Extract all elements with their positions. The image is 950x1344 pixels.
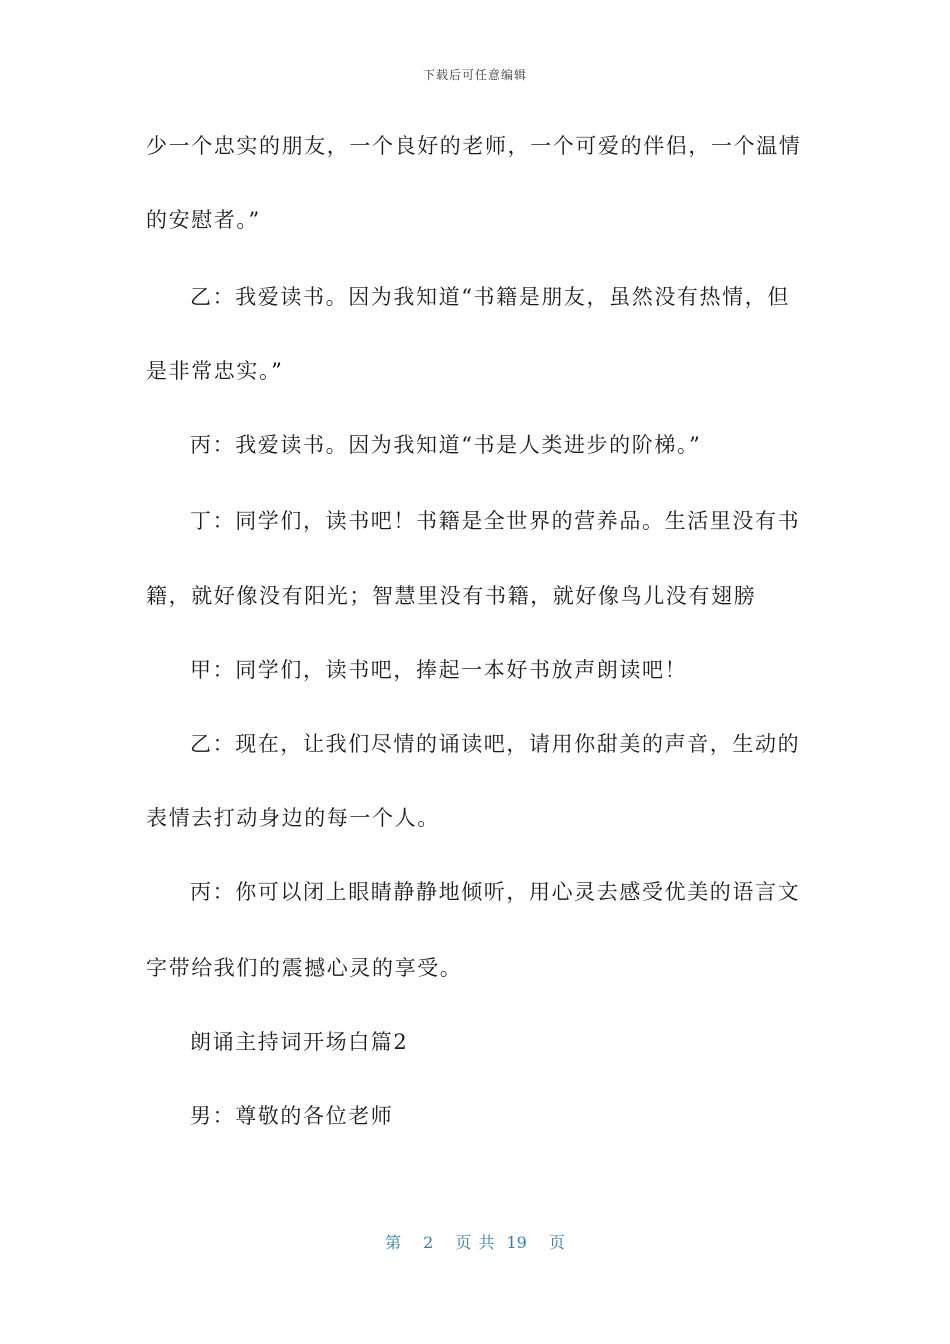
- paragraph-line: 丙：我爱读书。因为我知道“书是人类进步的阶梯。”: [190, 433, 702, 457]
- paragraph-line: 丙：你可以闭上眼睛静静地倾听，用心灵去感受优美的语言文: [190, 880, 801, 904]
- paragraph-line: 字带给我们的震撼心灵的享受。: [146, 956, 463, 980]
- paragraph-line: 乙：现在，让我们尽情的诵读吧，请用你甜美的声音，生动的: [190, 732, 801, 756]
- page-total: 19: [506, 1233, 527, 1252]
- paragraph-line: 男：尊敬的各位老师: [190, 1104, 394, 1128]
- paragraph-line: 表情去打动身边的每一个人。: [146, 806, 440, 830]
- footer-suffix: 页: [548, 1233, 565, 1252]
- footer-prefix: 第: [385, 1233, 402, 1252]
- page-number: 2: [423, 1233, 434, 1252]
- paragraph-line: 的安慰者。”: [146, 208, 261, 232]
- page-footer: [0, 1230, 950, 1253]
- footer-middle: 页 共: [455, 1233, 495, 1252]
- section-title: 朗诵主持词开场白篇2: [190, 1030, 409, 1054]
- paragraph-line: 少一个忠实的朋友，一个良好的老师，一个可爱的伴侣，一个温情: [146, 134, 802, 158]
- page-header: 下载后可任意编辑: [422, 68, 527, 82]
- paragraph-line: 乙：我爱读书。因为我知道“书籍是朋友，虽然没有热情，但: [190, 285, 790, 309]
- paragraph-line: 籍，就好像没有阳光；智慧里没有书籍，就好像鸟儿没有翅膀: [146, 584, 757, 608]
- paragraph-line: 丁：同学们，读书吧！书籍是全世界的营养品。生活里没有书: [190, 509, 801, 533]
- paragraph-line: 是非常忠实。”: [146, 359, 284, 383]
- paragraph-line: 甲：同学们，读书吧，捧起一本好书放声朗读吧！: [190, 658, 688, 682]
